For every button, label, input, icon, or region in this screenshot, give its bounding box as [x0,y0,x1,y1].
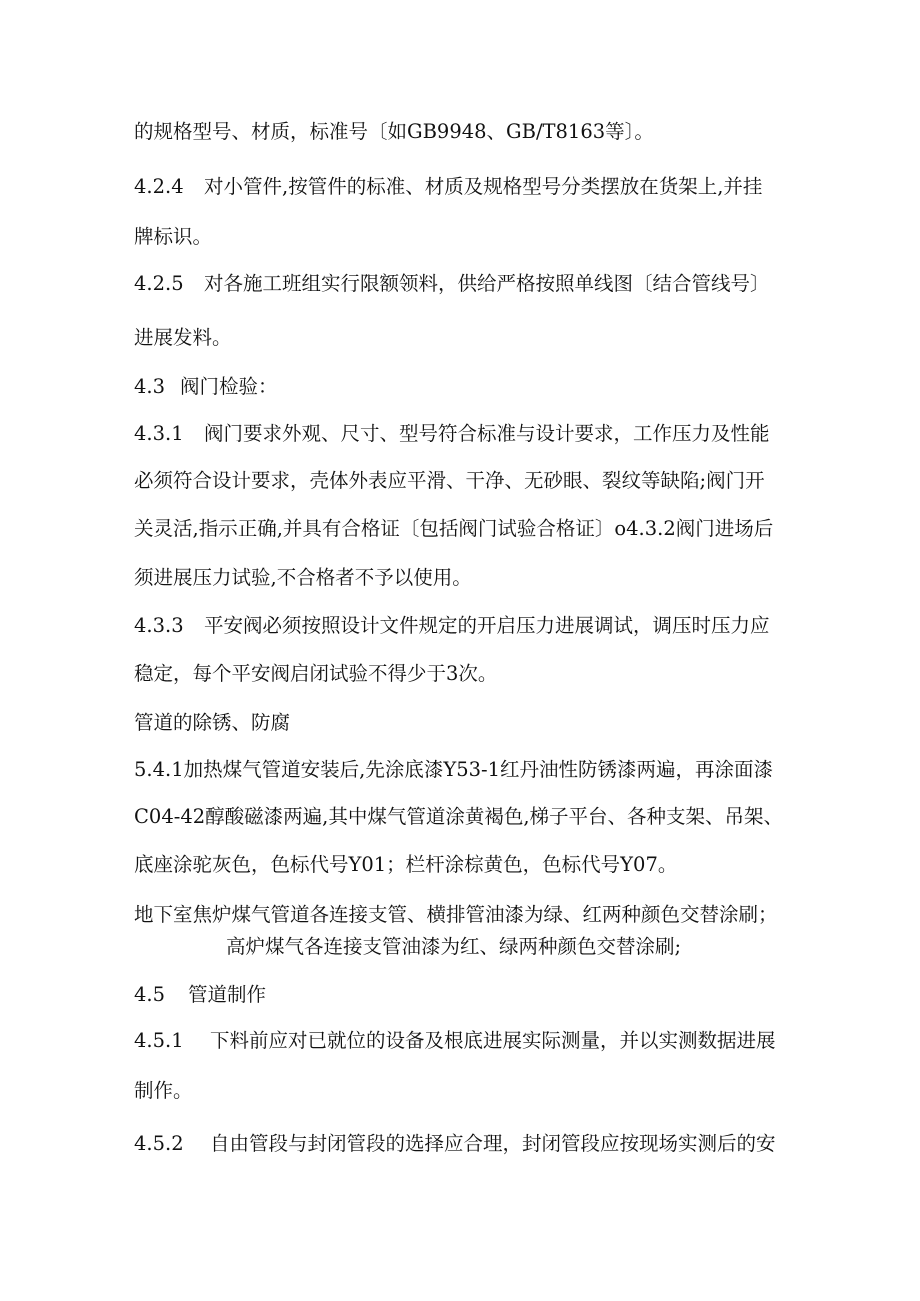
heading-4-3 [134,374,820,400]
section-number: 4.2.4 [134,175,184,198]
text-line: 稳定，每个平安阀启闭试验不得少于3次。 [134,662,498,685]
text-line: 平安阀必须按照设计文件规定的开启压力进展调试，调压时压力应 [204,614,770,637]
section-number: 4.3 [134,375,166,398]
section-number: 4.3.1 [134,422,184,445]
section-number: 4.5.1 [134,1029,184,1052]
text-line: 牌标识。 [134,225,213,248]
text-line: 关灵活,指示正确,并具有合格证〔包括阀门试验合格证〕o4.3.2阀门进场后 [134,517,774,540]
paragraph-4-3-3 [134,613,820,639]
section-number: 4.2.5 [134,272,184,295]
heading-4-5 [134,982,820,1008]
text-line: 阀门要求外观、尺寸、型号符合标准与设计要求，工作压力及性能 [204,422,770,445]
text-line: 高炉煤气各连接支管油漆为红、绿两种颜色交替涂刷; [226,935,682,958]
text-line: 自由管段与封闭管段的选择应合理，封闭管段应按现场实测后的安 [210,1132,776,1155]
paragraph-4-5-2 [134,1131,820,1157]
text-line: 必须符合设计要求，壳体外表应平滑、干净、无砂眼、裂纹等缺陷;阀门开 [134,469,765,492]
section-number: 4.5 [134,983,166,1006]
text-line: 对小管件,按管件的标准、材质及规格型号分类摆放在货架上,并挂 [204,175,763,198]
section-number: 4.5.2 [134,1132,184,1155]
text-line: 对各施工班组实行限额领料，供给严格按照单线图〔结合管线号〕 [204,272,770,295]
section-title: 阀门检验： [180,375,278,398]
text-line: 进展发料。 [134,326,232,349]
text-line: 5.4.1加热煤气管道安装后,先涂底漆Y53-1红丹油性防锈漆两遍，再涂面漆 [134,758,773,781]
paragraph-4-2-4 [134,174,820,200]
text-line: 地下室焦炉煤气管道各连接支管、横排管油漆为绿、红两种颜色交替涂刷； [134,903,778,926]
text-line: 须进展压力试验,不合格者不予以使用。 [134,566,472,589]
section-number: 4.3.3 [134,614,184,637]
text-line: 下料前应对已就位的设备及根底进展实际测量，并以实测数据进展 [210,1029,776,1052]
text-line: 底座涂驼灰色，色标代号Y01；栏杆涂棕黄色，色标代号Y07。 [134,853,678,876]
paragraph-4-3-1 [134,421,820,447]
paragraph-4-5-1 [134,1028,820,1054]
text-line: 的规格型号、材质，标准号〔如GB9948、GB/T8163等〕。 [134,120,654,143]
section-title: 管道的除锈、防腐 [134,711,291,734]
paragraph-4-2-5 [134,271,820,297]
text-line: 制作。 [134,1079,193,1102]
section-title: 管道制作 [188,983,267,1006]
text-line: C04-42醇酸磁漆两遍,其中煤气管道涂黄褐色,梯子平台、各种支架、吊架、 [134,805,784,828]
